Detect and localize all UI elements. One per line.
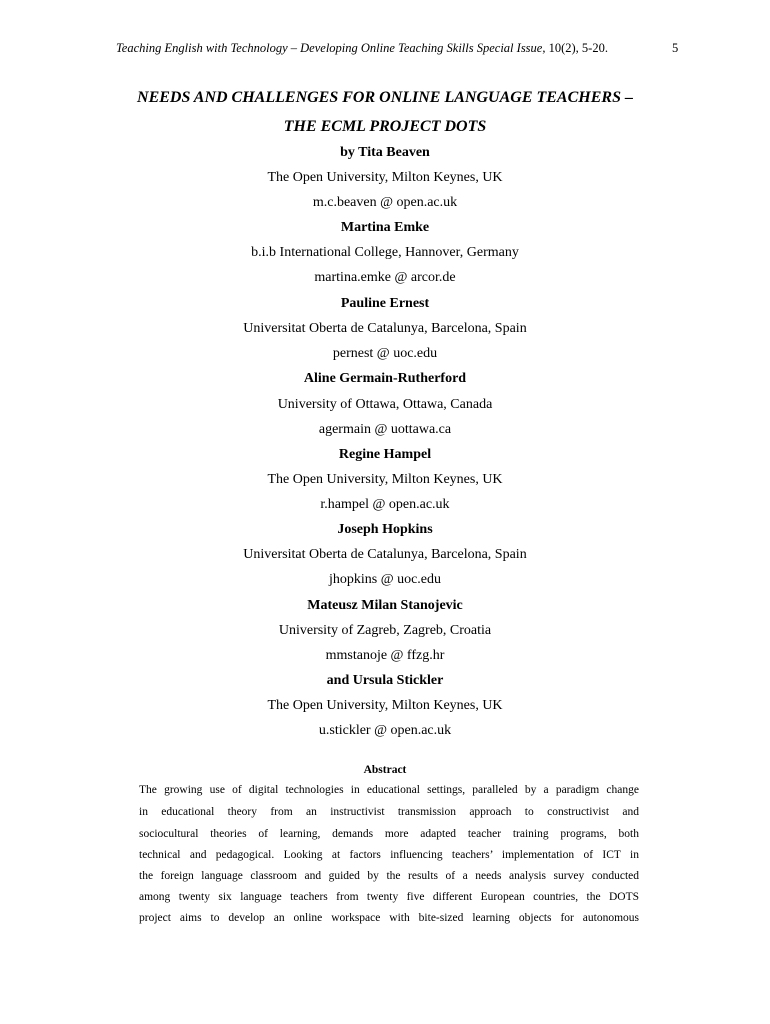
author-email: pernest @ uoc.edu [332, 346, 438, 361]
abstract-line: sociocultural theories of learning, demands more adapted teacher training programs, both [139, 828, 639, 840]
running-head [116, 41, 608, 56]
author-email: martina.emke @ arcor.de [314, 270, 456, 285]
author-email: agermain @ uottawa.ca [318, 422, 452, 437]
author-name: Mateusz Milan Stanojevic [307, 598, 463, 613]
author-affiliation: University of Zagreb, Zagreb, Croatia [278, 623, 492, 638]
paper-title-line-1: NEEDS AND CHALLENGES FOR ONLINE LANGUAGE TEACHERS – [137, 89, 633, 106]
abstract-line: project aims to develop an online workspace with bite-sized learning objects for autonomous [139, 912, 639, 924]
author-email: r.hampel @ open.ac.uk [320, 497, 450, 512]
author-affiliation: b.i.b International College, Hannover, Germany [251, 245, 519, 260]
author-affiliation: The Open University, Milton Keynes, UK [267, 170, 503, 185]
paper-title-line-2: THE ECML PROJECT DOTS [283, 118, 487, 135]
abstract-line: the foreign language classroom and guided by the results of a needs analysis survey conducted [139, 870, 639, 882]
author-email: jhopkins @ uoc.edu [328, 572, 442, 587]
abstract-line: technical and pedagogical. Looking at factors influencing teachers’ implementation of ICT in [139, 849, 639, 861]
author-name: Aline Germain-Rutherford [303, 371, 467, 386]
page-number: 5 [672, 41, 679, 55]
author-email: mmstanoje @ ffzg.hr [325, 648, 445, 663]
author-name: Pauline Ernest [340, 296, 430, 311]
author-name: Regine Hampel [338, 447, 432, 462]
author-email: m.c.beaven @ open.ac.uk [312, 195, 458, 210]
author-affiliation: Universitat Oberta de Catalunya, Barcelona, Spain [243, 321, 527, 336]
author-name: by Tita Beaven [340, 145, 430, 160]
author-affiliation: The Open University, Milton Keynes, UK [267, 698, 503, 713]
journal-name: Teaching English with Technology – Developing Online Teaching Skills Special Issue, [116, 41, 546, 55]
author-email: u.stickler @ open.ac.uk [318, 723, 452, 738]
author-affiliation: University of Ottawa, Ottawa, Canada [277, 397, 493, 412]
abstract-heading: Abstract [363, 764, 407, 776]
author-name: and Ursula Stickler [326, 673, 444, 688]
author-affiliation: The Open University, Milton Keynes, UK [267, 472, 503, 487]
author-affiliation: Universitat Oberta de Catalunya, Barcelona, Spain [243, 547, 527, 562]
journal-volume: 10(2), 5-20. [548, 41, 608, 55]
author-name: Martina Emke [340, 220, 430, 235]
abstract-line: in educational theory from an instructivist transmission approach to constructivist and [139, 806, 639, 818]
author-name: Joseph Hopkins [337, 522, 433, 537]
abstract-line: among twenty six language teachers from twenty five different European countries, the DOTS [139, 891, 639, 903]
abstract-line: The growing use of digital technologies in educational settings, paralleled by a paradigm change [139, 784, 639, 796]
